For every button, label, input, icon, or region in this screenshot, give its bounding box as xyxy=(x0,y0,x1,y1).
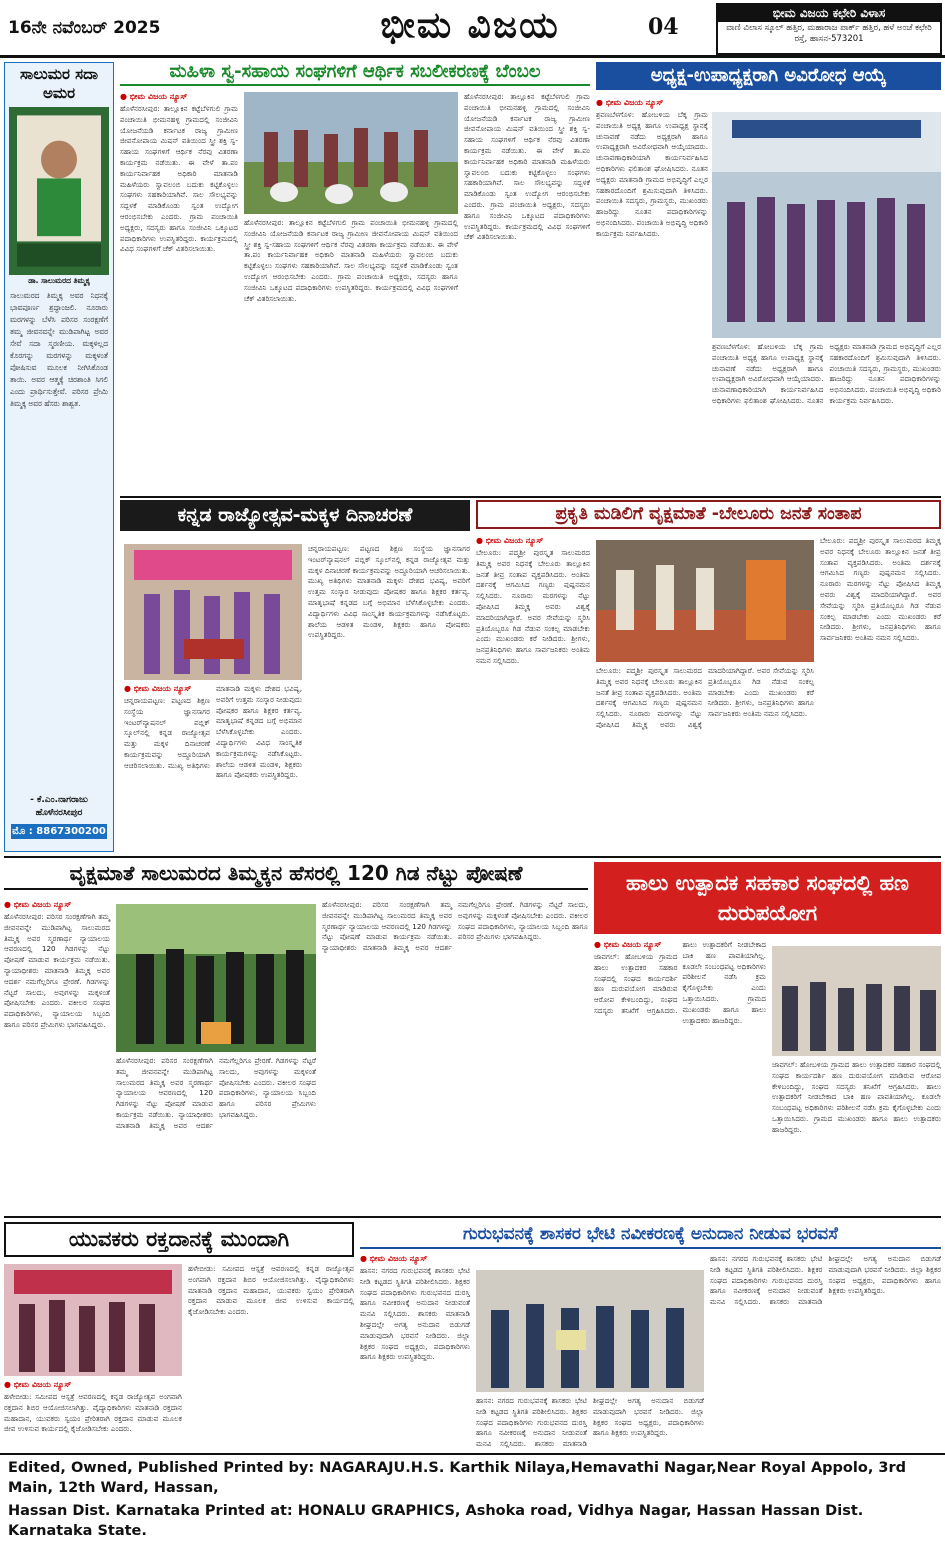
headline-guru-bhavan: ಗುರುಭವನಕ್ಕೆ ಶಾಸಕರ ಭೇಟಿ ನವೀಕರಣಕ್ಕೆ ಅನುದಾನ ನೀಡುವ ಭರವಸೆ xyxy=(360,1222,941,1249)
article-women-shg-col2 xyxy=(244,218,458,494)
article-election-text-cont: ಶ್ರವಣಬೆಳಗೊಳ: ಹೋಬಳಿಯ ಬೆಕ್ಕ ಗ್ರಾಮ ಪಂಚಾಯಿತಿ ಅಧ್ಯಕ್ಷ ಹಾಗೂ ಉಪಾಧ್ಯಕ್ಷ ಸ್ಥಾನಕ್ಕೆ ಚುನಾವಣೆ ನಡೆದು ಅಧ್ಯಕ್ಷರಾಗಿ ಹಾಗೂ ಉಪಾಧ್ಯಕ್ಷರಾಗಿ ಅವಿರೋಧವಾಗಿ ಆಯ್ಕೆಯಾದರು. ಚುನಾವಣಾಧಿಕಾರಿಯಾಗಿ ಕಾರ್ಯನಿರ್ವಹಿಸಿದ ಅಧಿಕಾರಿಗಳು ಫಲಿತಾಂಶ ಘೋಷಿಸಿದರು. ನೂತನ ಅಧ್ಯಕ್ಷರು ಮಾತನಾಡಿ ಗ್ರಾಮದ ಅಭಿವೃದ್ಧಿಗೆ ಎಲ್ಲರ ಸಹಕಾರದೊಂದಿಗೆ ಶ್ರಮಿಸುವುದಾಗಿ ತಿಳಿಸಿದರು. ಪಂಚಾಯಿತಿ ಸದಸ್ಯರು, ಗ್ರಾಮಸ್ಥರು, ಮುಖಂಡರು ಹಾಜರಿದ್ದು ನೂತನ ಪದಾಧಿಕಾರಿಗಳನ್ನು ಅಭಿನಂದಿಸಿದರು. ಪಂಚಾಯಿತಿ ಅಭಿವೃದ್ಧಿ ಅಧಿಕಾರಿ ಕಾರ್ಯಕ್ರಮ ನಿರ್ವಹಿಸಿದರು. xyxy=(712,342,941,405)
article-rajyotsava-photo xyxy=(124,544,302,680)
byline: ● ಭೀಮ ವಿಜಯ ನ್ಯೂಸ್ xyxy=(596,98,664,107)
byline: ● ಭೀಮ ವಿಜಯ ನ್ಯೂಸ್ xyxy=(476,536,544,545)
article-guru-col1 xyxy=(360,1254,470,1450)
article-belur-col3 xyxy=(820,536,941,850)
article-belur-tribute xyxy=(476,500,941,850)
headline-women-shg: ಮಹಿಳಾ ಸ್ವ-ಸಹಾಯ ಸಂಘಗಳಿಗೆ ಆರ್ಥಿಕ ಸಬಲೀಕರಣಕ್ಕೆ ಬೆಂಬಲ xyxy=(120,62,590,86)
divider xyxy=(4,856,941,858)
sidebar-author: - ಕೆ.ಎಂ.ನಾಗರಾಜು ಹೊಳೆನರಸೀಪುರ xyxy=(30,795,88,818)
article-belur-photo xyxy=(596,540,814,662)
byline: ● ಭೀಮ ವಿಜಯ ನ್ಯೂಸ್ xyxy=(124,684,192,693)
imprint-line-1: Edited, Owned, Published Printed by: NAGARAJU.H.S. Karthik Nilaya,Hemavathi Nagar,Near Royal Appolo, 3rd Main, 12th Ward, Hassan, xyxy=(8,1460,907,1496)
article-guru-photo xyxy=(476,1270,704,1392)
article-belur-col2 xyxy=(596,666,814,850)
article-election-col1 xyxy=(596,98,708,494)
photo-caption: ಡಾ. ಸಾಲುಮರದ ತಿಮ್ಮಕ್ಕ xyxy=(28,276,90,285)
divider xyxy=(4,1216,941,1218)
masthead xyxy=(0,0,945,58)
imprint-line-2: Hassan Dist. Karnataka Printed at: HONALU GRAPHICS, Ashoka road, Vidhya Nagar, Hassan Hassan Dist. Karnataka State. xyxy=(8,1503,864,1539)
article-milk-col2 xyxy=(772,1060,941,1212)
headline-belur-tribute: ಪ್ರಕೃತಿ ಮಡಿಲಿಗೆ ವೃಕ್ಷಮಾತೆ -ಬೇಲೂರು ಜನತೆ ಸಂತಾಪ xyxy=(476,500,941,529)
article-milk-col1 xyxy=(594,940,766,1212)
byline: ● ಭೀಮ ವಿಜಯ ನ್ಯೂಸ್ xyxy=(360,1254,428,1263)
headline-blood-donation: ಯುವಕರು ರಕ್ತದಾನಕ್ಕೆ ಮುಂದಾಗಿ xyxy=(4,1222,354,1257)
sidebar-title: ಸಾಲುಮರ ಸದಾ ಅಮರ xyxy=(19,65,99,102)
article-saplings-text: ಹೊಳೆನರಸೀಪುರ: ಪರಿಸರ ಸಂರಕ್ಷಣೆಗಾಗಿ ತಮ್ಮ ಜೀವನವನ್ನೇ ಮುಡಿಪಾಗಿಟ್ಟ ಸಾಲುಮರದ ತಿಮ್ಮಕ್ಕ ಅವರ ಸ್ಮರಣಾರ್ಥ ನ್ಯಾಯಾಲಯ ಆವರಣದಲ್ಲಿ 120 ಗಿಡಗಳನ್ನು ನೆಟ್ಟು ಪೋಷಣೆ ಮಾಡುವ ಕಾರ್ಯಕ್ರಮ ನಡೆಯಿತು. ನ್ಯಾಯಾಧೀಶರು ಮಾತನಾಡಿ ತಿಮ್ಮಕ್ಕ ಅವರ ಆದರ್ಶ ನಮಗೆಲ್ಲರಿಗೂ ಪ್ರೇರಣೆ. ಗಿಡಗಳನ್ನು ನೆಟ್ಟರೆ ಸಾಲದು, ಅವುಗಳನ್ನು ಮಕ್ಕಳಂತೆ ಪೋಷಿಸಬೇಕು ಎಂದರು. ವಕೀಲರ ಸಂಘದ ಪದಾಧಿಕಾರಿಗಳು, ನ್ಯಾಯಾಲಯ ಸಿಬ್ಬಂದಿ ಹಾಗೂ ಪರಿಸರ ಪ್ರೇಮಿಗಳು ಭಾಗವಹಿಸಿದ್ದರು. xyxy=(4,912,110,1029)
article-rajyotsava-text: ಚನ್ನರಾಯಪಟ್ಟಣ: ಪಟ್ಟಣದ ಶಿಕ್ಷಣ ಸಂಸ್ಥೆಯ ಜ್ಞಾನಸಾಗರ ಇಂಟರ್‌ನ್ಯಾಷನಲ್ ಪಬ್ಲಿಕ್ ಸ್ಕೂಲ್‌ನಲ್ಲಿ ಕನ್ನಡ ರಾಜ್ಯೋತ್ಸವ ಮತ್ತು ಮಕ್ಕಳ ದಿನಾಚರಣೆ ಕಾರ್ಯಕ್ರಮವನ್ನು ಅದ್ಧೂರಿಯಾಗಿ ಆಚರಿಸಲಾಯಿತು. ಮುಖ್ಯ ಅತಿಥಿಗಳು ಮಾತನಾಡಿ ಮಕ್ಕಳು ದೇಶದ ಭವಿಷ್ಯ, ಅವರಿಗೆ ಉತ್ತಮ ಸಂಸ್ಕಾರ ನೀಡುವುದು ಪೋಷಕರ ಹಾಗೂ ಶಿಕ್ಷಕರ ಕರ್ತವ್ಯ. ಮಾತೃಭಾಷೆ ಕನ್ನಡದ ಬಗ್ಗೆ ಅಭಿಮಾನ ಬೆಳೆಸಿಕೊಳ್ಳಬೇಕು ಎಂದರು. ವಿದ್ಯಾರ್ಥಿಗಳು ವಿವಿಧ ಸಾಂಸ್ಕೃತಿಕ ಕಾರ್ಯಕ್ರಮಗಳನ್ನು ನಡೆಸಿಕೊಟ್ಟರು. ಶಾಲೆಯ ಆಡಳಿತ ಮಂಡಳಿ, ಶಿಕ್ಷಕರು ಹಾಗೂ ಪೋಷಕರು ಉಪಸ್ಥಿತರಿದ್ದರು. xyxy=(124,684,302,780)
article-milk-text: ಜಾವಗಲ್: ಹೋಬಳಿಯ ಗ್ರಾಮದ ಹಾಲು ಉತ್ಪಾದಕರ ಸಹಕಾರ ಸಂಘದಲ್ಲಿ ಸಂಘದ ಕಾರ್ಯದರ್ಶಿ ಹಣ ದುರುಪಯೋಗ ಮಾಡಿರುವ ಆರೋಪ ಕೇಳಿಬಂದಿದ್ದು, ಸಂಘದ ಸದಸ್ಯರು ತನಿಖೆಗೆ ಆಗ್ರಹಿಸಿದರು. ಹಾಲು ಉತ್ಪಾದಕರಿಗೆ ನೀಡಬೇಕಾದ ಬಾಕಿ ಹಣ ಪಾವತಿಯಾಗಿಲ್ಲ. ಕೂಡಲೇ ಸಂಬಂಧಪಟ್ಟ ಅಧಿಕಾರಿಗಳು ಪರಿಶೀಲನೆ ನಡೆಸಿ ಕ್ರಮ ಕೈಗೊಳ್ಳಬೇಕು ಎಂದು ಒತ್ತಾಯಿಸಿದರು. ಗ್ರಾಮದ ಮುಖಂಡರು ಹಾಗೂ ಹಾಲು ಉತ್ಪಾದಕರು ಹಾಜರಿದ್ದರು. xyxy=(594,940,766,1025)
article-women-shg-col1 xyxy=(120,92,238,492)
byline: ● ಭೀಮ ವಿಜಯ ನ್ಯೂಸ್ xyxy=(594,940,662,949)
article-women-shg-text: ಹೊಳೆನರಸೀಪುರ: ತಾಲ್ಲೂಕಿನ ಕಟ್ಟೆಬೆಳಗುಲಿ ಗ್ರಾಮ ಪಂಚಾಯಿತಿ ಭೀಮನಹಳ್ಳಿ ಗ್ರಾಮದಲ್ಲಿ ಸಂಜೀವಿನಿ ಯೋಜನೆಯಡಿ ಕರ್ನಾಟಕ ರಾಜ್ಯ ಗ್ರಾಮೀಣ ಜೀವನೋಪಾಯ ಮಿಷನ್ ವತಿಯಿಂದ ಸ್ತ್ರೀ ಶಕ್ತಿ ಸ್ವ-ಸಹಾಯ ಸಂಘಗಳಿಗೆ ಆರ್ಥಿಕ ನೆರವು ವಿತರಣಾ ಕಾರ್ಯಕ್ರಮ ನಡೆಯಿತು. ಈ ವೇಳೆ ತಾ.ಪಂ ಕಾರ್ಯನಿರ್ವಾಹಕ ಅಧಿಕಾರಿ ಮಾತನಾಡಿ ಮಹಿಳೆಯರು ಸ್ವಾವಲಂಬಿ ಬದುಕು ಕಟ್ಟಿಕೊಳ್ಳಲು ಸಂಘಗಳು ಸಹಕಾರಿಯಾಗಿವೆ. ಸಾಲ ಸೌಲಭ್ಯವನ್ನು ಸದ್ಬಳಕೆ ಮಾಡಿಕೊಂಡು ಸ್ವಂತ ಉದ್ಯೋಗ ಆರಂಭಿಸಬೇಕು ಎಂದರು. ಗ್ರಾಮ ಪಂಚಾಯಿತಿ ಅಧ್ಯಕ್ಷರು, ಸದಸ್ಯರು ಹಾಗೂ ಸಂಜೀವಿನಿ ಒಕ್ಕೂಟದ ಪದಾಧಿಕಾರಿಗಳು ಉಪಸ್ಥಿತರಿದ್ದರು. ಕಾರ್ಯಕ್ರಮದಲ್ಲಿ ವಿವಿಧ ಸಂಘಗಳಿಗೆ ಚೆಕ್ ವಿತರಿಸಲಾಯಿತು. xyxy=(120,104,238,254)
byline: ● ಭೀಮ ವಿಜಯ ನ್ಯೂಸ್ xyxy=(120,92,188,101)
article-belur-text: ಬೇಲೂರು: ಪದ್ಮಶ್ರೀ ಪುರಸ್ಕೃತ ಸಾಲುಮರದ ತಿಮ್ಮಕ್ಕ ಅವರ ನಿಧನಕ್ಕೆ ಬೇಲೂರು ತಾಲ್ಲೂಕಿನ ಜನತೆ ತೀವ್ರ ಸಂತಾಪ ವ್ಯಕ್ತಪಡಿಸಿದರು. ಅಂತಿಮ ದರ್ಶನಕ್ಕೆ ಆಗಮಿಸಿದ ಗಣ್ಯರು ಪುಷ್ಪನಮನ ಸಲ್ಲಿಸಿದರು. ನೂರಾರು ಮರಗಳನ್ನು ನೆಟ್ಟು ಪೋಷಿಸಿದ ತಿಮ್ಮಕ್ಕ ಅವರು ವಿಶ್ವಕ್ಕೆ ಮಾದರಿಯಾಗಿದ್ದಾರೆ. ಅವರ ಸೇವೆಯನ್ನು ಸ್ಮರಿಸಿ ಪ್ರತಿಯೊಬ್ಬರೂ ಗಿಡ ನೆಡುವ ಸಂಕಲ್ಪ ಮಾಡಬೇಕು ಎಂದು ಮುಖಂಡರು ಕರೆ ನೀಡಿದರು. ಶ್ರೀಗಳು, ಜನಪ್ರತಿನಿಧಿಗಳು ಹಾಗೂ ಸಾರ್ವಜನಿಕರು ಅಂತಿಮ ನಮನ ಸಲ್ಲಿಸಿದರು. xyxy=(476,548,590,665)
imprint-footer xyxy=(0,1453,945,1539)
article-guru-col2 xyxy=(476,1396,704,1450)
article-saplings-photo xyxy=(116,904,316,1052)
tribute-photo xyxy=(9,107,109,275)
article-election-text: ಶ್ರವಣಬೆಳಗೊಳ: ಹೋಬಳಿಯ ಬೆಕ್ಕ ಗ್ರಾಮ ಪಂಚಾಯಿತಿ ಅಧ್ಯಕ್ಷ ಹಾಗೂ ಉಪಾಧ್ಯಕ್ಷ ಸ್ಥಾನಕ್ಕೆ ಚುನಾವಣೆ ನಡೆದು ಅಧ್ಯಕ್ಷರಾಗಿ ಹಾಗೂ ಉಪಾಧ್ಯಕ್ಷರಾಗಿ ಅವಿರೋಧವಾಗಿ ಆಯ್ಕೆಯಾದರು. ಚುನಾವಣಾಧಿಕಾರಿಯಾಗಿ ಕಾರ್ಯನಿರ್ವಹಿಸಿದ ಅಧಿಕಾರಿಗಳು ಫಲಿತಾಂಶ ಘೋಷಿಸಿದರು. ನೂತನ ಅಧ್ಯಕ್ಷರು ಮಾತನಾಡಿ ಗ್ರಾಮದ ಅಭಿವೃದ್ಧಿಗೆ ಎಲ್ಲರ ಸಹಕಾರದೊಂದಿಗೆ ಶ್ರಮಿಸುವುದಾಗಿ ತಿಳಿಸಿದರು. ಪಂಚಾಯಿತಿ ಸದಸ್ಯರು, ಗ್ರಾಮಸ್ಥರು, ಮುಖಂಡರು ಹಾಜರಿದ್ದು ನೂತನ ಪದಾಧಿಕಾರಿಗಳನ್ನು ಅಭಿನಂದಿಸಿದರು. ಪಂಚಾಯಿತಿ ಅಭಿವೃದ್ಧಿ ಅಧಿಕಾರಿ ಕಾರ್ಯಕ್ರಮ ನಿರ್ವಹಿಸಿದರು. xyxy=(596,110,708,238)
article-guru-text-cont2: ಹಾಸನ: ನಗರದ ಗುರುಭವನಕ್ಕೆ ಶಾಸಕರು ಭೇಟಿ ನೀಡಿ ಕಟ್ಟಡದ ಸ್ಥಿತಿಗತಿ ಪರಿಶೀಲಿಸಿದರು. ಶಿಕ್ಷಕರ ಸಂಘದ ಪದಾಧಿಕಾರಿಗಳು ಗುರುಭವನದ ದುರಸ್ತಿ ಹಾಗೂ ನವೀಕರಣಕ್ಕೆ ಅನುದಾನ ನೀಡುವಂತೆ ಮನವಿ ಸಲ್ಲಿಸಿದರು. ಶಾಸಕರು ಮಾತನಾಡಿ ಶೀಘ್ರದಲ್ಲೇ ಅಗತ್ಯ ಅನುದಾನ ಬಿಡುಗಡೆ ಮಾಡುವುದಾಗಿ ಭರವಸೆ ನೀಡಿದರು. ಜಿಲ್ಲಾ ಶಿಕ್ಷಕರ ಸಂಘದ ಅಧ್ಯಕ್ಷರು, ಪದಾಧಿಕಾರಿಗಳು ಹಾಗೂ ಶಿಕ್ಷಕರು ಉಪಸ್ಥಿತರಿದ್ದರು. xyxy=(710,1254,941,1307)
article-election-photo xyxy=(712,112,941,338)
article-saplings-text-cont2: ಹೊಳೆನರಸೀಪುರ: ಪರಿಸರ ಸಂರಕ್ಷಣೆಗಾಗಿ ತಮ್ಮ ಜೀವನವನ್ನೇ ಮುಡಿಪಾಗಿಟ್ಟ ಸಾಲುಮರದ ತಿಮ್ಮಕ್ಕ ಅವರ ಸ್ಮರಣಾರ್ಥ ನ್ಯಾಯಾಲಯ ಆವರಣದಲ್ಲಿ 120 ಗಿಡಗಳನ್ನು ನೆಟ್ಟು ಪೋಷಣೆ ಮಾಡುವ ಕಾರ್ಯಕ್ರಮ ನಡೆಯಿತು. ನ್ಯಾಯಾಧೀಶರು ಮಾತನಾಡಿ ತಿಮ್ಮಕ್ಕ ಅವರ ಆದರ್ಶ ನಮಗೆಲ್ಲರಿಗೂ ಪ್ರೇರಣೆ. ಗಿಡಗಳನ್ನು ನೆಟ್ಟರೆ ಸಾಲದು, ಅವುಗಳನ್ನು ಮಕ್ಕಳಂತೆ ಪೋಷಿಸಬೇಕು ಎಂದರು. ವಕೀಲರ ಸಂಘದ ಪದಾಧಿಕಾರಿಗಳು, ನ್ಯಾಯಾಲಯ ಸಿಬ್ಬಂದಿ ಹಾಗೂ ಪರಿಸರ ಪ್ರೇಮಿಗಳು ಭಾಗವಹಿಸಿದ್ದರು. xyxy=(322,900,588,953)
article-rajyotsava-text-cont: ಚನ್ನರಾಯಪಟ್ಟಣ: ಪಟ್ಟಣದ ಶಿಕ್ಷಣ ಸಂಸ್ಥೆಯ ಜ್ಞಾನಸಾಗರ ಇಂಟರ್‌ನ್ಯಾಷನಲ್ ಪಬ್ಲಿಕ್ ಸ್ಕೂಲ್‌ನಲ್ಲಿ ಕನ್ನಡ ರಾಜ್ಯೋತ್ಸವ ಮತ್ತು ಮಕ್ಕಳ ದಿನಾಚರಣೆ ಕಾರ್ಯಕ್ರಮವನ್ನು ಅದ್ಧೂರಿಯಾಗಿ ಆಚರಿಸಲಾಯಿತು. ಮುಖ್ಯ ಅತಿಥಿಗಳು ಮಾತನಾಡಿ ಮಕ್ಕಳು ದೇಶದ ಭವಿಷ್ಯ, ಅವರಿಗೆ ಉತ್ತಮ ಸಂಸ್ಕಾರ ನೀಡುವುದು ಪೋಷಕರ ಹಾಗೂ ಶಿಕ್ಷಕರ ಕರ್ತವ್ಯ. ಮಾತೃಭಾಷೆ ಕನ್ನಡದ ಬಗ್ಗೆ ಅಭಿಮಾನ ಬೆಳೆಸಿಕೊಳ್ಳಬೇಕು ಎಂದರು. ವಿದ್ಯಾರ್ಥಿಗಳು ವಿವಿಧ ಸಾಂಸ್ಕೃತಿಕ ಕಾರ್ಯಕ್ರಮಗಳನ್ನು ನಡೆಸಿಕೊಟ್ಟರು. ಶಾಲೆಯ ಆಡಳಿತ ಮಂಡಳಿ, ಶಿಕ್ಷಕರು ಹಾಗೂ ಪೋಷಕರು ಉಪಸ್ಥಿತರಿದ್ದರು. xyxy=(308,544,470,640)
article-blood-donation xyxy=(4,1222,354,1450)
article-belur-text-cont2: ಬೇಲೂರು: ಪದ್ಮಶ್ರೀ ಪುರಸ್ಕೃತ ಸಾಲುಮರದ ತಿಮ್ಮಕ್ಕ ಅವರ ನಿಧನಕ್ಕೆ ಬೇಲೂರು ತಾಲ್ಲೂಕಿನ ಜನತೆ ತೀವ್ರ ಸಂತಾಪ ವ್ಯಕ್ತಪಡಿಸಿದರು. ಅಂತಿಮ ದರ್ಶನಕ್ಕೆ ಆಗಮಿಸಿದ ಗಣ್ಯರು ಪುಷ್ಪನಮನ ಸಲ್ಲಿಸಿದರು. ನೂರಾರು ಮರಗಳನ್ನು ನೆಟ್ಟು ಪೋಷಿಸಿದ ತಿಮ್ಮಕ್ಕ ಅವರು ವಿಶ್ವಕ್ಕೆ ಮಾದರಿಯಾಗಿದ್ದಾರೆ. ಅವರ ಸೇವೆಯನ್ನು ಸ್ಮರಿಸಿ ಪ್ರತಿಯೊಬ್ಬರೂ ಗಿಡ ನೆಡುವ ಸಂಕಲ್ಪ ಮಾಡಬೇಕು ಎಂದು ಮುಖಂಡರು ಕರೆ ನೀಡಿದರು. ಶ್ರೀಗಳು, ಜನಪ್ರತಿನಿಧಿಗಳು ಹಾಗೂ ಸಾರ್ವಜನಿಕರು ಅಂತಿಮ ನಮನ ಸಲ್ಲಿಸಿದರು. xyxy=(820,536,941,643)
article-saplings-text-cont: ಹೊಳೆನರಸೀಪುರ: ಪರಿಸರ ಸಂರಕ್ಷಣೆಗಾಗಿ ತಮ್ಮ ಜೀವನವನ್ನೇ ಮುಡಿಪಾಗಿಟ್ಟ ಸಾಲುಮರದ ತಿಮ್ಮಕ್ಕ ಅವರ ಸ್ಮರಣಾರ್ಥ ನ್ಯಾಯಾಲಯ ಆವರಣದಲ್ಲಿ 120 ಗಿಡಗಳನ್ನು ನೆಟ್ಟು ಪೋಷಣೆ ಮಾಡುವ ಕಾರ್ಯಕ್ರಮ ನಡೆಯಿತು. ನ್ಯಾಯಾಧೀಶರು ಮಾತನಾಡಿ ತಿಮ್ಮಕ್ಕ ಅವರ ಆದರ್ಶ ನಮಗೆಲ್ಲರಿಗೂ ಪ್ರೇರಣೆ. ಗಿಡಗಳನ್ನು ನೆಟ್ಟರೆ ಸಾಲದು, ಅವುಗಳನ್ನು ಮಕ್ಕಳಂತೆ ಪೋಷಿಸಬೇಕು ಎಂದರು. ವಕೀಲರ ಸಂಘದ ಪದಾಧಿಕಾರಿಗಳು, ನ್ಯಾಯಾಲಯ ಸಿಬ್ಬಂದಿ ಹಾಗೂ ಪರಿಸರ ಪ್ರೇಮಿಗಳು ಭಾಗವಹಿಸಿದ್ದರು. xyxy=(116,1056,316,1130)
article-blood-text-cont: ಹಳೇಬೀಡು: ಸಮೀಪದ ಆಸ್ಪತ್ರೆ ಆವರಣದಲ್ಲಿ ಕನ್ನಡ ರಾಜ್ಯೋತ್ಸವ ಅಂಗವಾಗಿ ರಕ್ತದಾನ ಶಿಬಿರ ಆಯೋಜಿಸಲಾಗಿತ್ತು. ವೈದ್ಯಾಧಿಕಾರಿಗಳು ಮಾತನಾಡಿ ರಕ್ತದಾನ ಮಹಾದಾನ, ಯುವಕರು ಸ್ವಯಂ ಪ್ರೇರಿತರಾಗಿ ರಕ್ತದಾನ ಮಾಡುವ ಮೂಲಕ ಜೀವ ಉಳಿಸುವ ಕಾರ್ಯದಲ್ಲಿ ಕೈಜೋಡಿಸಬೇಕು ಎಂದರು. xyxy=(188,1264,354,1317)
headline-120-saplings: ವೃಕ್ಷಮಾತೆ ಸಾಲುಮರದ ತಿಮ್ಮಕ್ಕನ ಹೆಸರಲ್ಲಿ 120 ಗಿಡ ನೆಟ್ಟು ಪೋಷಣೆ xyxy=(4,862,588,890)
article-women-shg-text-cont2: ಹೊಳೆನರಸೀಪುರ: ತಾಲ್ಲೂಕಿನ ಕಟ್ಟೆಬೆಳಗುಲಿ ಗ್ರಾಮ ಪಂಚಾಯಿತಿ ಭೀಮನಹಳ್ಳಿ ಗ್ರಾಮದಲ್ಲಿ ಸಂಜೀವಿನಿ ಯೋಜನೆಯಡಿ ಕರ್ನಾಟಕ ರಾಜ್ಯ ಗ್ರಾಮೀಣ ಜೀವನೋಪಾಯ ಮಿಷನ್ ವತಿಯಿಂದ ಸ್ತ್ರೀ ಶಕ್ತಿ ಸ್ವ-ಸಹಾಯ ಸಂಘಗಳಿಗೆ ಆರ್ಥಿಕ ನೆರವು ವಿತರಣಾ ಕಾರ್ಯಕ್ರಮ ನಡೆಯಿತು. ಈ ವೇಳೆ ತಾ.ಪಂ ಕಾರ್ಯನಿರ್ವಾಹಕ ಅಧಿಕಾರಿ ಮಾತನಾಡಿ ಮಹಿಳೆಯರು ಸ್ವಾವಲಂಬಿ ಬದುಕು ಕಟ್ಟಿಕೊಳ್ಳಲು ಸಂಘಗಳು ಸಹಕಾರಿಯಾಗಿವೆ. ಸಾಲ ಸೌಲಭ್ಯವನ್ನು ಸದ್ಬಳಕೆ ಮಾಡಿಕೊಂಡು ಸ್ವಂತ ಉದ್ಯೋಗ ಆರಂಭಿಸಬೇಕು ಎಂದರು. ಗ್ರಾಮ ಪಂಚಾಯಿತಿ ಅಧ್ಯಕ್ಷರು, ಸದಸ್ಯರು ಹಾಗೂ ಸಂಜೀವಿನಿ ಒಕ್ಕೂಟದ ಪದಾಧಿಕಾರಿಗಳು ಉಪಸ್ಥಿತರಿದ್ದರು. ಕಾರ್ಯಕ್ರಮದಲ್ಲಿ ವಿವಿಧ ಸಂಘಗಳಿಗೆ ಚೆಕ್ ವಿತರಿಸಲಾಯಿತು. xyxy=(464,92,590,242)
office-address-box xyxy=(716,3,942,55)
article-blood-text: ಹಳೇಬೀಡು: ಸಮೀಪದ ಆಸ್ಪತ್ರೆ ಆವರಣದಲ್ಲಿ ಕನ್ನಡ ರಾಜ್ಯೋತ್ಸವ ಅಂಗವಾಗಿ ರಕ್ತದಾನ ಶಿಬಿರ ಆಯೋಜಿಸಲಾಗಿತ್ತು. ವೈದ್ಯಾಧಿಕಾರಿಗಳು ಮಾತನಾಡಿ ರಕ್ತದಾನ ಮಹಾದಾನ, ಯುವಕರು ಸ್ವಯಂ ಪ್ರೇರಿತರಾಗಿ ರಕ್ತದಾನ ಮಾಡುವ ಮೂಲಕ ಜೀವ ಉಳಿಸುವ ಕಾರ್ಯದಲ್ಲಿ ಕೈಜೋಡಿಸಬೇಕು ಎಂದರು. xyxy=(4,1392,182,1434)
issue-date: 16ನೇ ನವೆಂಬರ್ 2025 xyxy=(8,18,161,38)
article-milk-photo xyxy=(772,946,941,1056)
byline: ● ಭೀಮ ವಿಜಯ ನ್ಯೂಸ್ xyxy=(4,1380,72,1389)
sidebar-text: ಸಾಲುಮರದ ತಿಮ್ಮಕ್ಕ ಅವರ ನಿಧನಕ್ಕೆ ಭಾವಪೂರ್ಣ ಶ್ರದ್ಧಾಂಜಲಿ. ನೂರಾರು ಮರಗಳನ್ನು ಬೆಳೆಸಿ ಪರಿಸರ ಸಂರಕ್ಷಣೆಗೆ ತಮ್ಮ ಜೀವನವನ್ನೇ ಮುಡಿಪಾಗಿಟ್ಟ ಅವರ ಸೇವೆ ಸದಾ ಸ್ಮರಣೀಯ. ಮಕ್ಕಳಿಲ್ಲದ ಕೊರಗನ್ನು ಮರಗಳನ್ನು ಮಕ್ಕಳಂತೆ ಪೋಷಿಸುವ ಮೂಲಕ ನೀಗಿಸಿಕೊಂಡ ತಾಯಿ. ಅವರ ಆತ್ಮಕ್ಕೆ ಚಿರಶಾಂತಿ ಸಿಗಲಿ ಎಂದು ಪ್ರಾರ್ಥಿಸುತ್ತೇವೆ. ಪರಿಸರ ಪ್ರೇಮಿ ತಿಮ್ಮಕ್ಕ ಅವರ ಹೆಸರು ಶಾಶ್ವತ. xyxy=(10,291,108,408)
newspaper-title: ಭೀಮ ವಿಜಯ xyxy=(380,4,560,46)
divider xyxy=(120,496,941,498)
article-guru-bhavan xyxy=(360,1222,941,1450)
headline-milk-society: ಹಾಲು ಉತ್ಪಾದಕ ಸಹಕಾರ ಸಂಘದಲ್ಲಿ ಹಣ ದುರುಪಯೋಗ xyxy=(594,862,941,934)
article-women-shg-col3 xyxy=(464,92,590,492)
portrait-image xyxy=(9,107,109,275)
office-address-title: ಭೀಮ ವಿಜಯ ಕಛೇರಿ ವಿಳಾಸ xyxy=(718,5,940,22)
article-guru-text-cont: ಹಾಸನ: ನಗರದ ಗುರುಭವನಕ್ಕೆ ಶಾಸಕರು ಭೇಟಿ ನೀಡಿ ಕಟ್ಟಡದ ಸ್ಥಿತಿಗತಿ ಪರಿಶೀಲಿಸಿದರು. ಶಿಕ್ಷಕರ ಸಂಘದ ಪದಾಧಿಕಾರಿಗಳು ಗುರುಭವನದ ದುರಸ್ತಿ ಹಾಗೂ ನವೀಕರಣಕ್ಕೆ ಅನುದಾನ ನೀಡುವಂತೆ ಮನವಿ ಸಲ್ಲಿಸಿದರು. ಶಾಸಕರು ಮಾತನಾಡಿ ಶೀಘ್ರದಲ್ಲೇ ಅಗತ್ಯ ಅನುದಾನ ಬಿಡುಗಡೆ ಮಾಡುವುದಾಗಿ ಭರವಸೆ ನೀಡಿದರು. ಜಿಲ್ಲಾ ಶಿಕ್ಷಕರ ಸಂಘದ ಅಧ್ಯಕ್ಷರು, ಪದಾಧಿಕಾರಿಗಳು ಹಾಗೂ ಶಿಕ್ಷಕರು ಉಪಸ್ಥಿತರಿದ್ದರು. xyxy=(476,1396,704,1449)
sidebar-phone: ಮೊ : 8867300200 xyxy=(12,826,106,837)
article-guru-col3 xyxy=(710,1254,941,1450)
article-belur-col1 xyxy=(476,536,590,850)
article-saplings-col3 xyxy=(322,900,588,1212)
headline-election: ಅಧ್ಯಕ್ಷ-ಉಪಾಧ್ಯಕ್ಷರಾಗಿ ಅವಿರೋಧ ಆಯ್ಕೆ xyxy=(596,62,941,90)
article-rajyotsava-col1 xyxy=(124,684,302,850)
article-saplings-col1 xyxy=(4,900,110,1212)
article-saplings-col2 xyxy=(116,1056,316,1212)
page-number: 04 xyxy=(648,14,679,40)
article-guru-text: ಹಾಸನ: ನಗರದ ಗುರುಭವನಕ್ಕೆ ಶಾಸಕರು ಭೇಟಿ ನೀಡಿ ಕಟ್ಟಡದ ಸ್ಥಿತಿಗತಿ ಪರಿಶೀಲಿಸಿದರು. ಶಿಕ್ಷಕರ ಸಂಘದ ಪದಾಧಿಕಾರಿಗಳು ಗುರುಭವನದ ದುರಸ್ತಿ ಹಾಗೂ ನವೀಕರಣಕ್ಕೆ ಅನುದಾನ ನೀಡುವಂತೆ ಮನವಿ ಸಲ್ಲಿಸಿದರು. ಶಾಸಕರು ಮಾತನಾಡಿ ಶೀಘ್ರದಲ್ಲೇ ಅಗತ್ಯ ಅನುದಾನ ಬಿಡುಗಡೆ ಮಾಡುವುದಾಗಿ ಭರವಸೆ ನೀಡಿದರು. ಜಿಲ್ಲಾ ಶಿಕ್ಷಕರ ಸಂಘದ ಅಧ್ಯಕ್ಷರು, ಪದಾಧಿಕಾರಿಗಳು ಹಾಗೂ ಶಿಕ್ಷಕರು ಉಪಸ್ಥಿತರಿದ್ದರು. xyxy=(360,1266,470,1362)
article-belur-text-cont: ಬೇಲೂರು: ಪದ್ಮಶ್ರೀ ಪುರಸ್ಕೃತ ಸಾಲುಮರದ ತಿಮ್ಮಕ್ಕ ಅವರ ನಿಧನಕ್ಕೆ ಬೇಲೂರು ತಾಲ್ಲೂಕಿನ ಜನತೆ ತೀವ್ರ ಸಂತಾಪ ವ್ಯಕ್ತಪಡಿಸಿದರು. ಅಂತಿಮ ದರ್ಶನಕ್ಕೆ ಆಗಮಿಸಿದ ಗಣ್ಯರು ಪುಷ್ಪನಮನ ಸಲ್ಲಿಸಿದರು. ನೂರಾರು ಮರಗಳನ್ನು ನೆಟ್ಟು ಪೋಷಿಸಿದ ತಿಮ್ಮಕ್ಕ ಅವರು ವಿಶ್ವಕ್ಕೆ ಮಾದರಿಯಾಗಿದ್ದಾರೆ. ಅವರ ಸೇವೆಯನ್ನು ಸ್ಮರಿಸಿ ಪ್ರತಿಯೊಬ್ಬರೂ ಗಿಡ ನೆಡುವ ಸಂಕಲ್ಪ ಮಾಡಬೇಕು ಎಂದು ಮುಖಂಡರು ಕರೆ ನೀಡಿದರು. ಶ್ರೀಗಳು, ಜನಪ್ರತಿನಿಧಿಗಳು ಹಾಗೂ ಸಾರ್ವಜನಿಕರು ಅಂತಿಮ ನಮನ ಸಲ್ಲಿಸಿದರು. xyxy=(596,666,814,729)
article-rajyotsava xyxy=(120,500,470,850)
article-women-shg-text-cont: ಹೊಳೆನರಸೀಪುರ: ತಾಲ್ಲೂಕಿನ ಕಟ್ಟೆಬೆಳಗುಲಿ ಗ್ರಾಮ ಪಂಚಾಯಿತಿ ಭೀಮನಹಳ್ಳಿ ಗ್ರಾಮದಲ್ಲಿ ಸಂಜೀವಿನಿ ಯೋಜನೆಯಡಿ ಕರ್ನಾಟಕ ರಾಜ್ಯ ಗ್ರಾಮೀಣ ಜೀವನೋಪಾಯ ಮಿಷನ್ ವತಿಯಿಂದ ಸ್ತ್ರೀ ಶಕ್ತಿ ಸ್ವ-ಸಹಾಯ ಸಂಘಗಳಿಗೆ ಆರ್ಥಿಕ ನೆರವು ವಿತರಣಾ ಕಾರ್ಯಕ್ರಮ ನಡೆಯಿತು. ಈ ವೇಳೆ ತಾ.ಪಂ ಕಾರ್ಯನಿರ್ವಾಹಕ ಅಧಿಕಾರಿ ಮಾತನಾಡಿ ಮಹಿಳೆಯರು ಸ್ವಾವಲಂಬಿ ಬದುಕು ಕಟ್ಟಿಕೊಳ್ಳಲು ಸಂಘಗಳು ಸಹಕಾರಿಯಾಗಿವೆ. ಸಾಲ ಸೌಲಭ್ಯವನ್ನು ಸದ್ಬಳಕೆ ಮಾಡಿಕೊಂಡು ಸ್ವಂತ ಉದ್ಯೋಗ ಆರಂಭಿಸಬೇಕು ಎಂದರು. ಗ್ರಾಮ ಪಂಚಾಯಿತಿ ಅಧ್ಯಕ್ಷರು, ಸದಸ್ಯರು ಹಾಗೂ ಸಂಜೀವಿನಿ ಒಕ್ಕೂಟದ ಪದಾಧಿಕಾರಿಗಳು ಉಪಸ್ಥಿತರಿದ್ದರು. ಕಾರ್ಯಕ್ರಮದಲ್ಲಿ ವಿವಿಧ ಸಂಘಗಳಿಗೆ ಚೆಕ್ ವಿತರಿಸಲಾಯಿತು. xyxy=(244,218,458,303)
article-election-col2 xyxy=(712,342,941,494)
article-milk-society xyxy=(594,862,941,1212)
article-election xyxy=(596,62,941,494)
article-rajyotsava-col2 xyxy=(308,544,470,850)
article-blood-photo xyxy=(4,1264,182,1376)
article-blood-col2 xyxy=(188,1264,354,1450)
article-women-shg-photo xyxy=(244,92,458,214)
article-women-shg xyxy=(120,62,590,494)
headline-rajyotsava: ಕನ್ನಡ ರಾಜ್ಯೋತ್ಸವ-ಮಕ್ಕಳ ದಿನಾಚರಣೆ xyxy=(120,500,470,531)
article-blood-col1 xyxy=(4,1380,182,1450)
article-120-saplings xyxy=(4,862,588,1212)
byline: ● ಭೀಮ ವಿಜಯ ನ್ಯೂಸ್ xyxy=(4,900,72,909)
article-milk-text-cont: ಜಾವಗಲ್: ಹೋಬಳಿಯ ಗ್ರಾಮದ ಹಾಲು ಉತ್ಪಾದಕರ ಸಹಕಾರ ಸಂಘದಲ್ಲಿ ಸಂಘದ ಕಾರ್ಯದರ್ಶಿ ಹಣ ದುರುಪಯೋಗ ಮಾಡಿರುವ ಆರೋಪ ಕೇಳಿಬಂದಿದ್ದು, ಸಂಘದ ಸದಸ್ಯರು ತನಿಖೆಗೆ ಆಗ್ರಹಿಸಿದರು. ಹಾಲು ಉತ್ಪಾದಕರಿಗೆ ನೀಡಬೇಕಾದ ಬಾಕಿ ಹಣ ಪಾವತಿಯಾಗಿಲ್ಲ. ಕೂಡಲೇ ಸಂಬಂಧಪಟ್ಟ ಅಧಿಕಾರಿಗಳು ಪರಿಶೀಲನೆ ನಡೆಸಿ ಕ್ರಮ ಕೈಗೊಳ್ಳಬೇಕು ಎಂದು ಒತ್ತಾಯಿಸಿದರು. ಗ್ರಾಮದ ಮುಖಂಡರು ಹಾಗೂ ಹಾಲು ಉತ್ಪಾದಕರು ಹಾಜರಿದ್ದರು. xyxy=(772,1060,941,1134)
sidebar-tribute xyxy=(4,62,114,852)
office-address: ವಾಣಿ ವಿಲಾಸ ಸ್ಕೂಲ್ ಹತ್ತಿರ, ಮಹಾರಾಜ ಪಾರ್ಕ್ ಹತ್ತಿರ, ಹಳೆ ಅಂಚೆ ಕಛೇರಿ ರಸ್ತೆ, ಹಾಸನ-573201 xyxy=(726,23,932,44)
